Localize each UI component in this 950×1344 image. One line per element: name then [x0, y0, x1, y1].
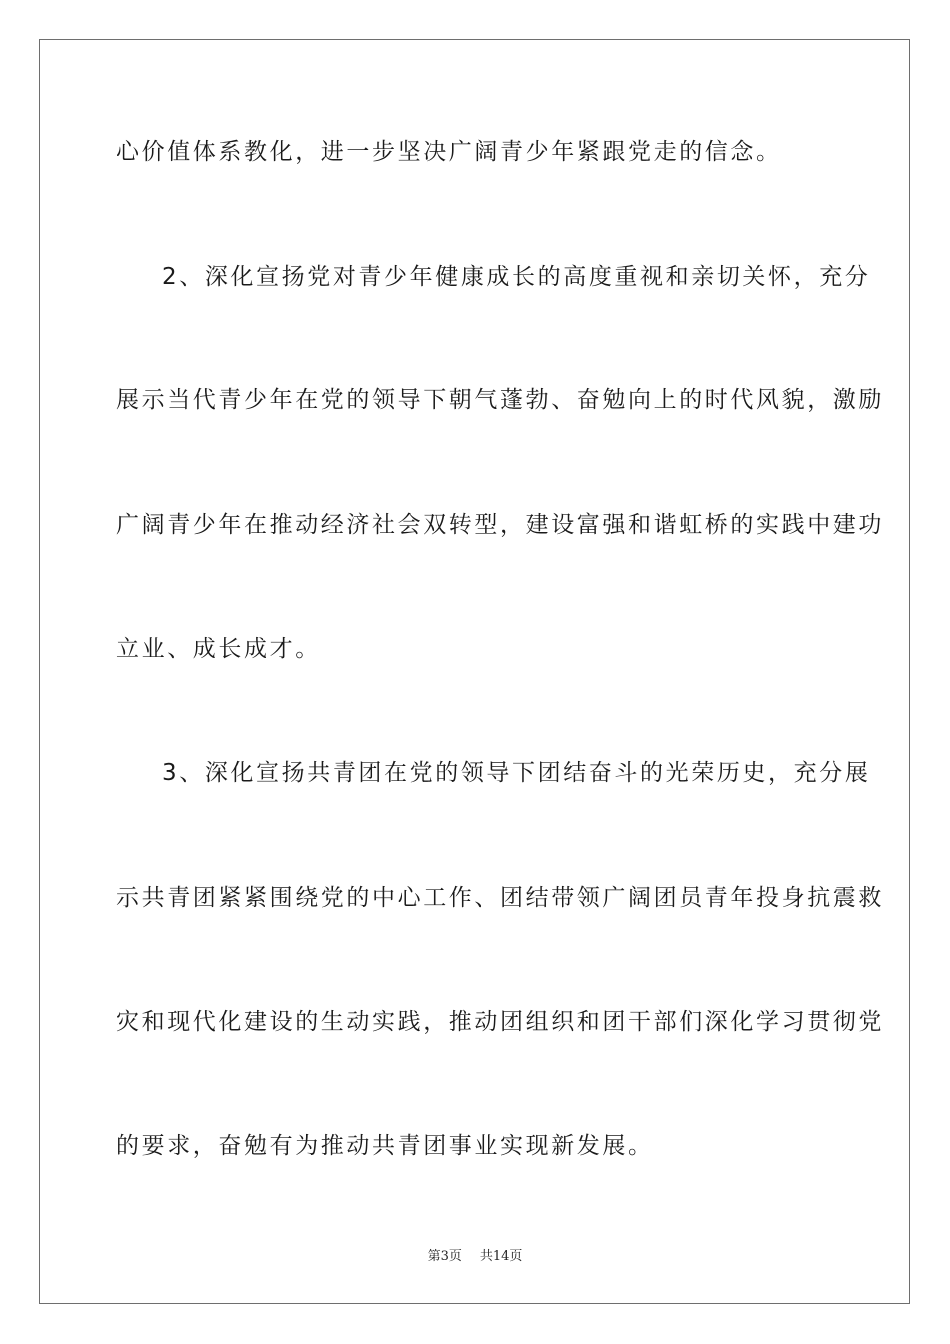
paragraph-line: 3、深化宣扬共青团在党的领导下团结奋斗的光荣历史，充分展	[162, 760, 871, 786]
page-total: 共14页	[479, 1249, 523, 1264]
page-number: 第3页	[427, 1249, 462, 1264]
paragraph-line: 心价值体系教化，进一步坚决广阔青少年紧跟党走的信念。	[116, 139, 782, 165]
paragraph-line: 展示当代青少年在党的领导下朝气蓬勃、奋勉向上的时代风貌，激励	[116, 387, 884, 413]
paragraph-line: 灾和现代化建设的生动实践，推动团组织和团干部们深化学习贯彻党	[116, 1009, 884, 1035]
paragraph-line: 立业、成长成才。	[116, 636, 321, 662]
page-border	[39, 39, 910, 1304]
page-footer	[0, 1248, 950, 1266]
paragraph-line: 的要求，奋勉有为推动共青团事业实现新发展。	[116, 1133, 654, 1159]
paragraph-line: 2、深化宣扬党对青少年健康成长的高度重视和亲切关怀，充分	[162, 264, 871, 290]
paragraph-line: 广阔青少年在推动经济社会双转型，建设富强和谐虹桥的实践中建功	[116, 512, 884, 538]
paragraph-line: 示共青团紧紧围绕党的中心工作、团结带领广阔团员青年投身抗震救	[116, 885, 884, 911]
